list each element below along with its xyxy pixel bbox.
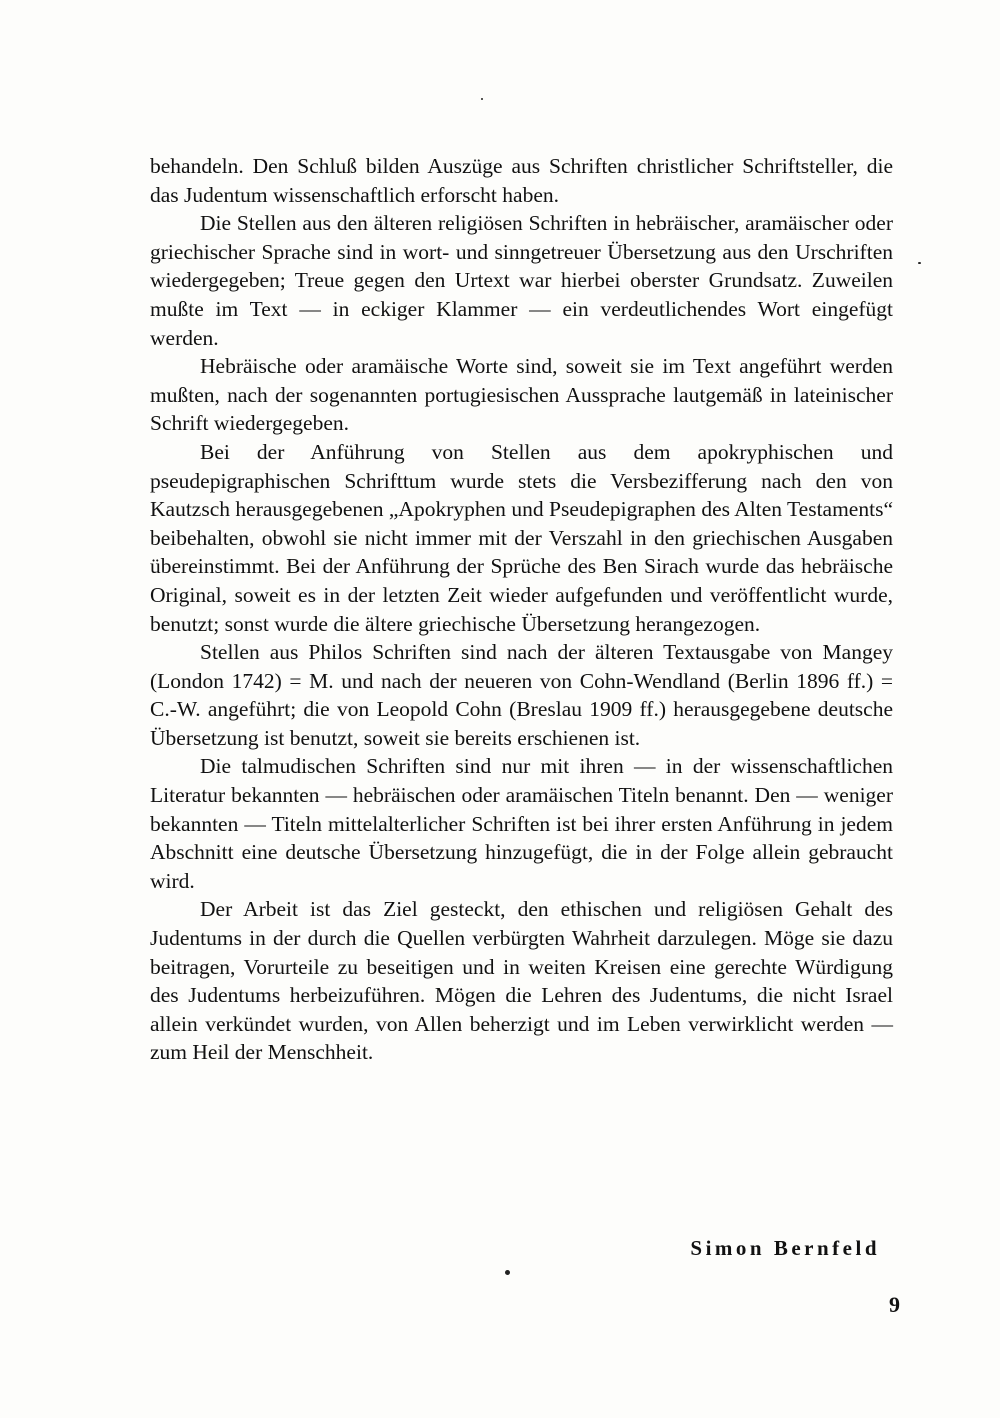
paragraph-aim: Der Arbeit ist das Ziel gesteckt, den ethischen und religiösen Gehalt des Judentums in der durch die Quellen verbürgten Wahrheit darzulegen. Möge sie dazu beitragen, Vorurteile zu beseitigen und in weiten Kreisen eine gerechte Würdigung des Judentums herbeizuführen. Mögen die Lehren des Judentums, die nicht Israel allein verkündet wurden, von Allen beherzigt und im Leben verwirklicht werden — zum Heil der Menschheit.: [150, 897, 893, 1065]
print-speck: [505, 1270, 510, 1275]
author-signature: Simon Bernfeld: [690, 1236, 880, 1260]
paragraph-continuation: behandeln. Den Schluß bilden Auszüge aus Schriften christlicher Schriftsteller, die das Judentum wissenschaftlich erforscht haben.: [150, 154, 893, 207]
print-speck: [918, 262, 921, 264]
print-speck: [481, 98, 483, 100]
paragraph-pronunciation: Hebräische oder aramäische Worte sind, soweit sie im Text angeführt werden mußten, nach der sogenannten portugiesischen Aussprache lautgemäß in lateinischer Schrift wiedergegeben.: [150, 354, 893, 436]
paragraph-philo-citation: Stellen aus Philos Schriften sind nach der älteren Textausgabe von Mangey (London 1742) = M. und nach der neueren von Cohn-Wendland (Berlin 1896 ff.) = C.-W. angeführt; die von Leopold Cohn (Breslau 1909 ff.) herausgegebene deutsche Übersetzung ist benutzt, soweit sie bereits erschienen ist.: [150, 640, 893, 750]
page-number: 9: [889, 1292, 900, 1317]
paragraph-talmud-titles: Die talmudischen Schriften sind nur mit ihren — in der wissenschaftlichen Literatur bekannten — hebräischen oder aramäischen Titeln benannt. Den — weniger bekannten — Titeln mittelalterlicher Schriften ist bei ihrer ersten Anführung in jedem Abschnitt eine deutsche Übersetzung hinzugefügt, die in der Folge allein gebraucht wird.: [150, 754, 893, 893]
paragraph-translation-principles: Die Stellen aus den älteren religiösen Schriften in hebräischer, aramäischer oder griechischer Sprache sind in wort- und sinngetreuer Übersetzung aus den Urschriften wiedergegeben; Treue gegen den Urtext war hierbei oberster Grundsatz. Zuweilen mußte im Text — in eckiger Klammer — ein verdeutlichendes Wort eingefügt werden.: [150, 211, 893, 350]
paragraph-apocrypha-citation: Bei der Anführung von Stellen aus dem apokryphischen und pseudepigraphischen Schrifttum wurde stets die Versbezifferung nach den von Kautzsch herausgegebenen „Apokryphen und Pseudepigraphen des Alten Testaments“ beibehalten, obwohl sie nicht immer mit der Verszahl in den griechischen Ausgaben übereinstimmt. Bei der Anführung der Sprüche des Ben Sirach wurde das hebräische Original, soweit es in der letzten Zeit wieder aufgefunden und veröffentlicht wurde, benutzt; sonst wurde die ältere griechische Übersetzung herangezogen.: [150, 439, 893, 636]
body-text: [150, 152, 893, 1067]
